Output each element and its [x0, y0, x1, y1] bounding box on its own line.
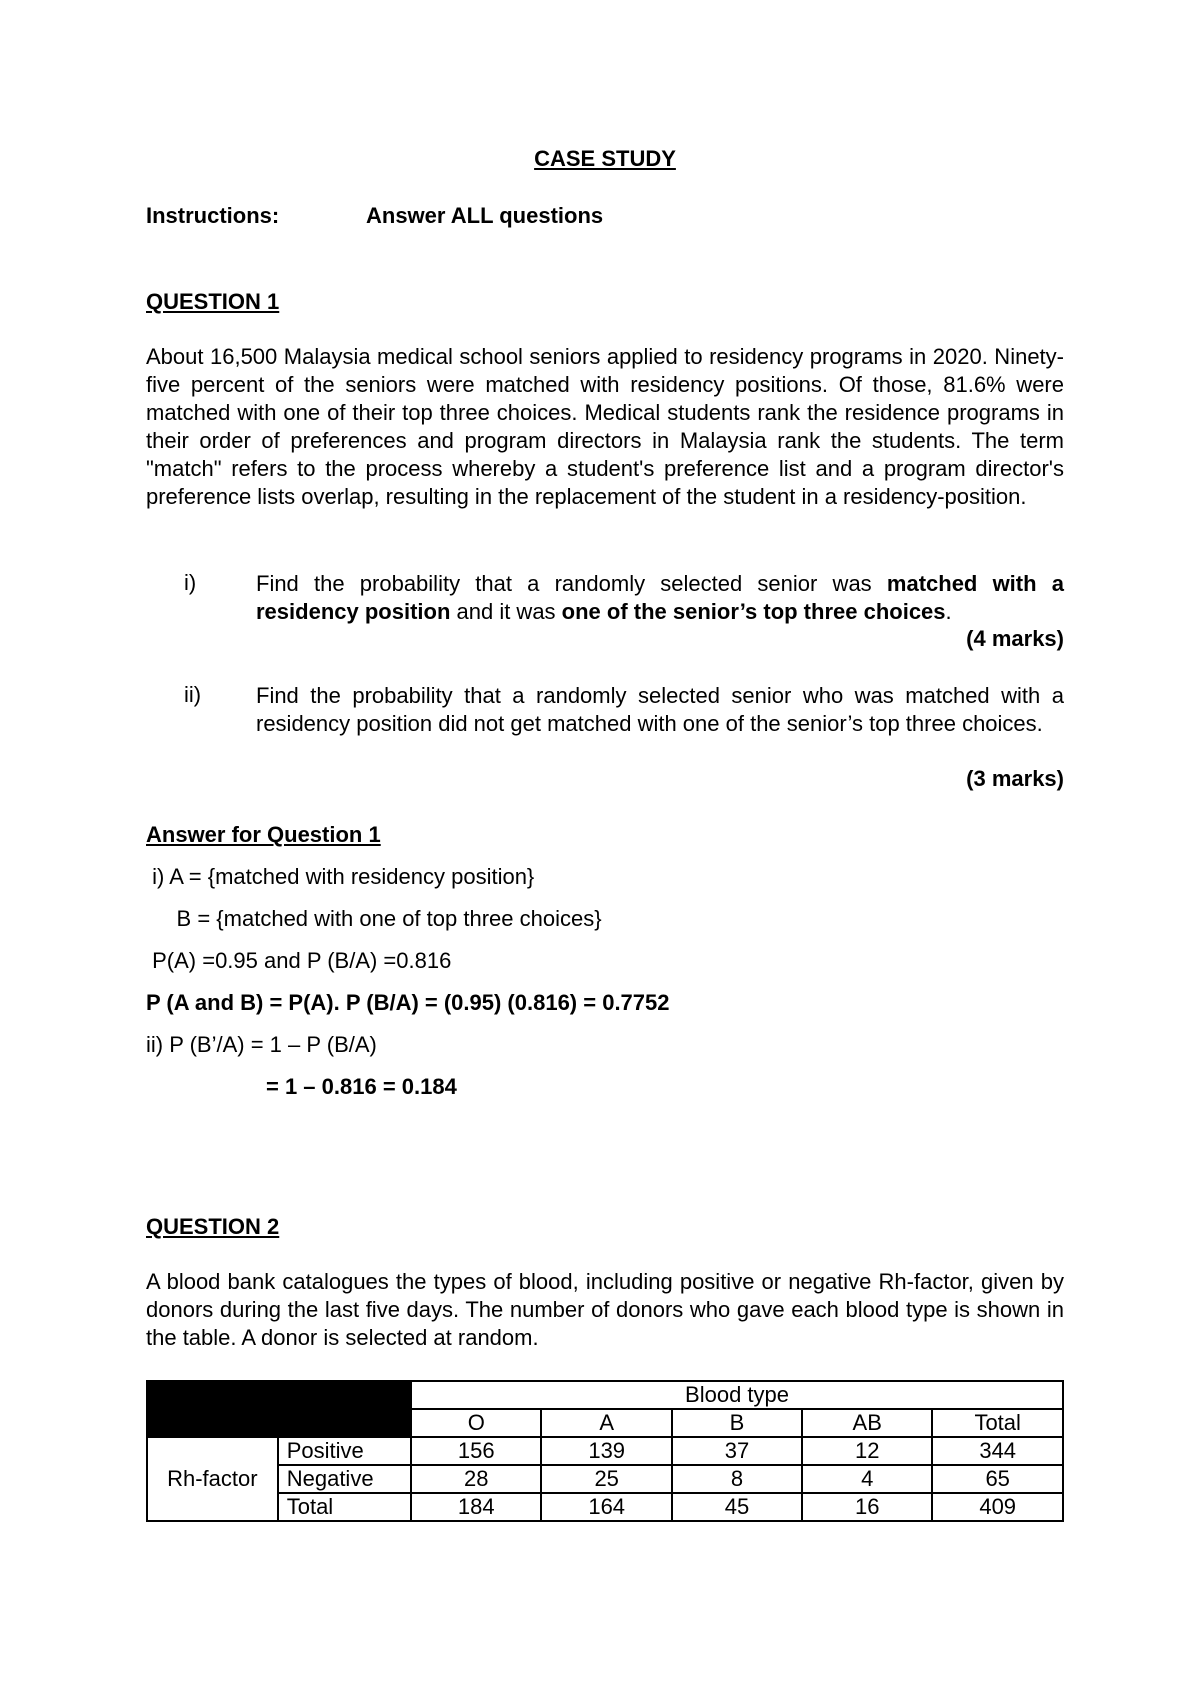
- table-row: [147, 1437, 1063, 1465]
- question-2-heading: QUESTION 2: [146, 1214, 280, 1239]
- table-cell: 409: [932, 1493, 1063, 1521]
- question-1-i-marks: (4 marks): [966, 626, 1064, 651]
- table-cell: 16: [802, 1493, 932, 1521]
- question-1-heading: QUESTION 1: [146, 289, 280, 314]
- document-page: [146, 0, 1064, 1698]
- answer-line: P(A) =0.95 and P (B/A) =0.816: [146, 948, 452, 973]
- table-cell: 184: [411, 1493, 541, 1521]
- table-cell: 4: [802, 1465, 932, 1493]
- q1-i-bold-part: one of the senior’s top three choices: [561, 599, 946, 624]
- table-row-label: Negative: [278, 1465, 411, 1493]
- question-2-paragraph: A blood bank catalogues the types of blood, including positive or negative Rh-factor, given by donors during the last five days. The number of donors who gave each blood type is shown in the table. A donor is selected at random.: [146, 1269, 1064, 1350]
- table-column-header: O: [411, 1409, 541, 1437]
- table-row: [147, 1493, 1063, 1521]
- question-1-ii-number: ii): [184, 682, 202, 707]
- question-1-ii-text: Find the probability that a randomly selected senior who was matched with a residency position did not get matched with one of the senior’s top three choices.: [256, 683, 1064, 736]
- instructions-value: Answer ALL questions: [366, 203, 604, 228]
- answer-line: i) A = {matched with residency position}: [146, 864, 535, 889]
- blood-type-table: [146, 1380, 1064, 1522]
- table-row-group-label: Rh-factor: [147, 1437, 278, 1521]
- answer-line-result: P (A and B) = P(A). P (B/A) = (0.95) (0.816) = 0.7752: [146, 990, 670, 1015]
- q1-i-text-part: and it was: [450, 599, 562, 624]
- answer-line-result: = 1 – 0.816 = 0.184: [266, 1074, 457, 1099]
- question-1-i-text: [256, 570, 1064, 626]
- question-1-i-number: i): [184, 570, 197, 595]
- table-column-header: AB: [802, 1409, 932, 1437]
- answer-line: ii) P (B’/A) = 1 – P (B/A): [146, 1032, 377, 1057]
- table-row-label: Positive: [278, 1437, 411, 1465]
- table-column-header: A: [541, 1409, 671, 1437]
- page-title: CASE STUDY: [534, 146, 676, 171]
- table-cell: 8: [672, 1465, 802, 1493]
- table-column-header: B: [672, 1409, 802, 1437]
- table-cell: 37: [672, 1437, 802, 1465]
- table-cell: 25: [541, 1465, 671, 1493]
- instructions-label: Instructions:: [146, 203, 280, 228]
- table-row: [147, 1465, 1063, 1493]
- answer-line: B = {matched with one of top three choices}: [146, 906, 602, 931]
- answer-1-heading: Answer for Question 1: [146, 822, 381, 847]
- table-cell: 139: [541, 1437, 671, 1465]
- table-row-label: Total: [278, 1493, 411, 1521]
- q1-i-text-part: Find the probability that a randomly selected senior was: [256, 571, 887, 596]
- table-cell: 45: [672, 1493, 802, 1521]
- question-1-paragraph: About 16,500 Malaysia medical school seniors applied to residency programs in 2020. Ninety-five percent of the seniors were matched with residency positions. Of those, 81.6% were matched with one of their top three choices. Medical students rank the residence programs in their order of preferences and program directors in Malaysia rank the students. The term "match" refers to the process whereby a student's preference list and a program director's preference lists overlap, resulting in the replacement of the student in a residency-position.: [146, 344, 1064, 509]
- q1-i-text-part: .: [945, 599, 952, 624]
- q1-i-bold-part: matched with a residency position: [256, 571, 1064, 624]
- table-corner-cell: [147, 1381, 411, 1437]
- table-cell: 28: [411, 1465, 541, 1493]
- table-column-header: Total: [932, 1409, 1063, 1437]
- table-cell: 344: [932, 1437, 1063, 1465]
- table-cell: 164: [541, 1493, 671, 1521]
- table-cell: 12: [802, 1437, 932, 1465]
- table-cell: 156: [411, 1437, 541, 1465]
- question-1-ii-marks: (3 marks): [966, 766, 1064, 791]
- table-group-header: Blood type: [411, 1381, 1063, 1409]
- table-cell: 65: [932, 1465, 1063, 1493]
